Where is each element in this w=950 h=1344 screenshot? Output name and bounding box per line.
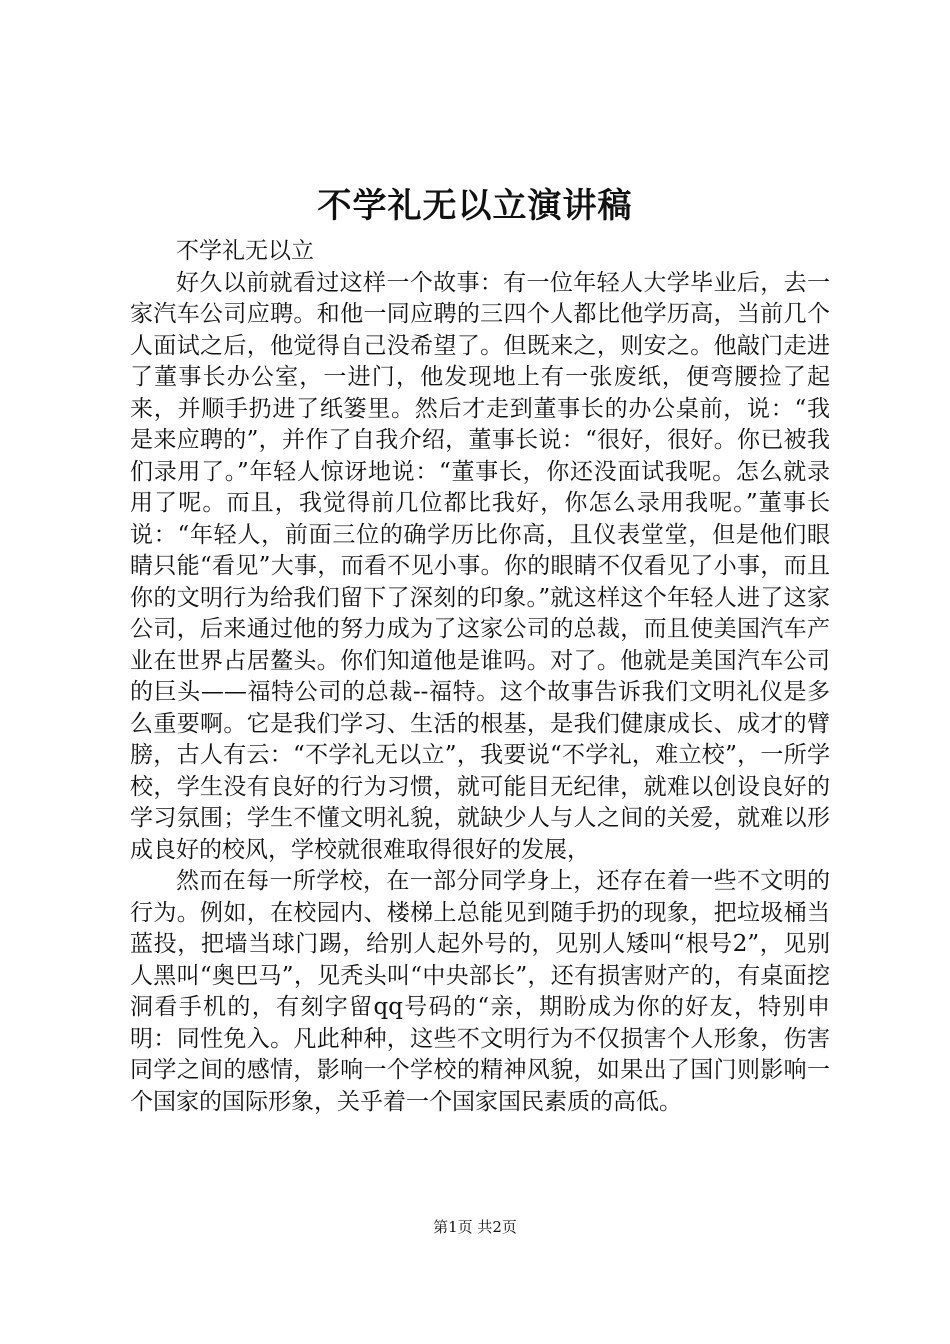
paragraph-uncivil-behavior: 然而在每一所学校，在一部分同学身上，还存在着一些不文明的行为。例如，在校园内、楼梯上总能见到随手扔的现象，把垃圾桶当蓝投，把墙当球门踢，给别人起外号的，见别人矮叫“根号2”，见别人黑叫“奥巴马”，见秃头叫“中央部长”，还有损害财产的，有桌面挖洞看手机的，有刻字留qq号码的“亲，期盼成为你的好友，特别申明：同性免入。凡此种种，这些不文明行为不仅损害个人形象，伤害同学之间的感情，影响一个学校的精神风貌，如果出了国门则影响一个国家的国际形象，关乎着一个国家国民素质的高低。	[130, 868, 830, 1115]
page-number-footer: 第1页 共2页	[433, 1218, 517, 1236]
document-body	[130, 236, 830, 1118]
paragraph-subtitle: 不学礼无以立	[176, 238, 314, 264]
document-title: 不学礼无以立演讲稿	[317, 186, 633, 226]
paragraph-story: 好久以前就看过这样一个故事：有一位年轻人大学毕业后，去一家汽车公司应聘。和他一同应聘的三四个人都比他学历高，当前几个人面试之后，他觉得自己没希望了。但既来之，则安之。他敲门走进了董事长办公室，一进门，他发现地上有一张废纸，便弯腰捡了起来，并顺手扔进了纸篓里。然后才走到董事长的办公桌前，说：“我是来应聘的”，并作了自我介绍，董事长说：“很好，很好。你已被我们录用了。”年轻人惊讶地说：“董事长，你还没面试我呢。怎么就录用了呢。而且，我觉得前几位都比我好，你怎么录用我呢。”董事长说：“年轻人，前面三位的确学历比你高，且仪表堂堂，但是他们眼睛只能“看见”大事，而看不见小事。你的眼睛不仅看见了小事，而且你的文明行为给我们留下了深刻的印象。”就这样这个年轻人进了这家公司，后来通过他的努力成为了这家公司的总裁，而且使美国汽车产业在世界占居鳌头。你们知道他是谁吗。对了。他就是美国汽车公司的巨头——福特公司的总裁--福特。这个故事告诉我们文明礼仪是多么重要啊。它是我们学习、生活的根基，是我们健康成长、成才的臂膀，古人有云：“不学礼无以立”，我要说“不学礼，难立校”，一所学校，学生没有良好的行为习惯，就可能目无纪律，就难以创设良好的学习氛围；学生不懂文明礼貌，就缺少人与人之间的关爱，就难以形成良好的校风，学校就很难取得很好的发展，	[130, 269, 830, 863]
